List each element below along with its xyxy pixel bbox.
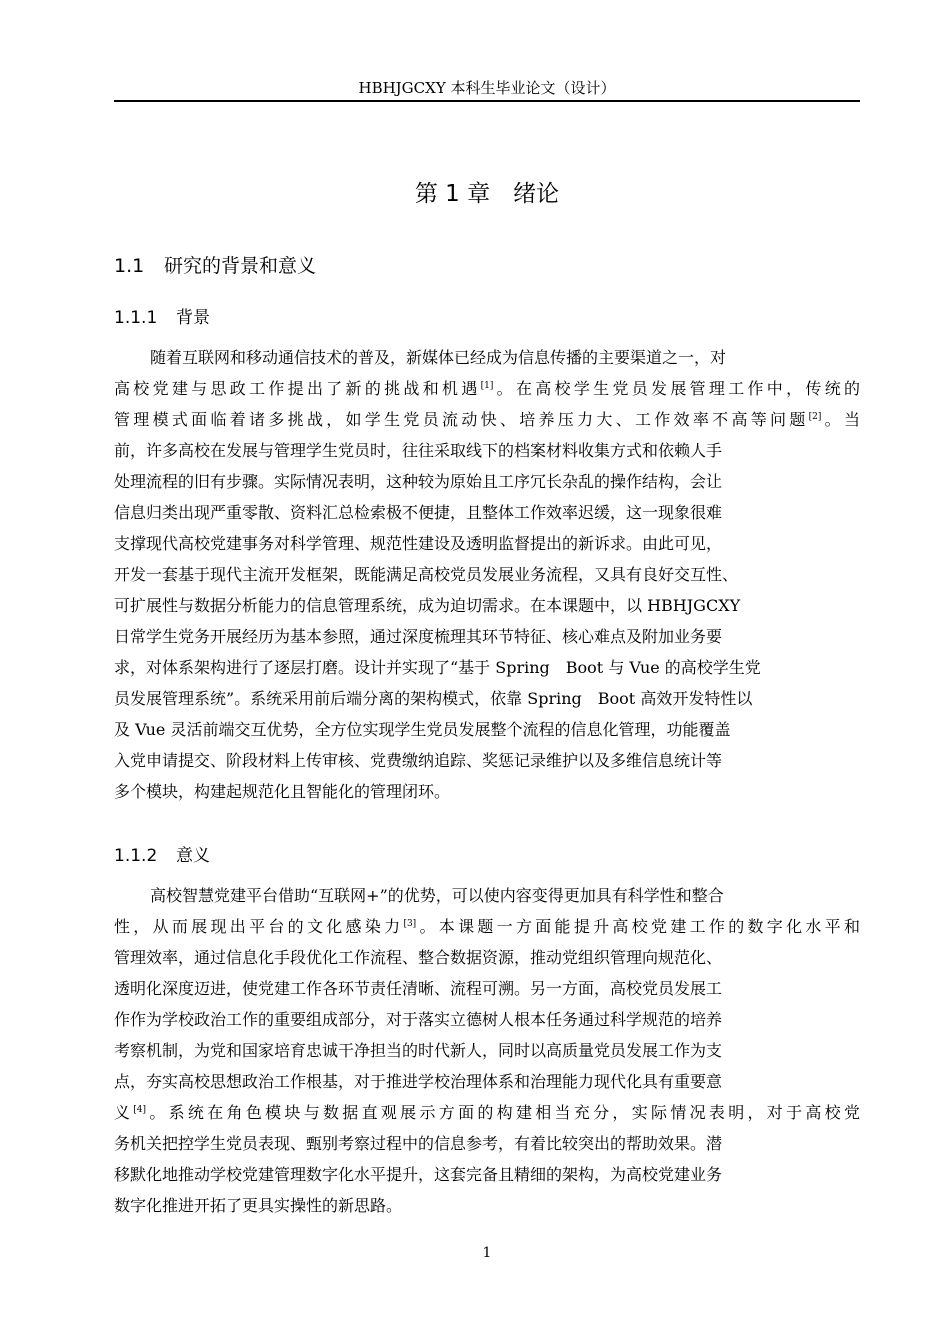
section-heading — [114, 252, 316, 280]
page-number: 1 — [482, 1245, 492, 1261]
text-line: 透明化深度迈进，使党建工作各环节责任清晰、流程可溯。另一方面，高校党员发展工 — [114, 979, 723, 998]
text-line: 务机关把控学生党员表现、甄别考察过程中的信息参考，有着比较突出的帮助效果。潜 — [114, 1134, 723, 1153]
text-line: 员发展管理系统”。系统采用前后端分离的架构模式，依靠 Spring Boot 高效开发特性以 — [114, 689, 753, 708]
text-line: 多个模块，构建起规范化且智能化的管理闭环。 — [114, 782, 451, 801]
text-run: 性，从而展现出平台的文化感染力 — [114, 917, 404, 936]
text-line: 管理效率，通过信息化手段优化工作流程、整合数据资源，推动党组织管理向规范化、 — [114, 948, 723, 967]
text-line: 作作为学校政治工作的重要组成部分，对于落实立德树人根本任务通过科学规范的培养 — [114, 1010, 723, 1029]
subsection-number: 1.1.1 — [114, 308, 158, 328]
text-line: 开发一套基于现代主流开发框架，既能满足高校党员发展业务流程，又具有良好交互性、 — [114, 565, 739, 584]
text-line: 处理流程的旧有步骤。实际情况表明，这种较为原始且工序冗长杂乱的操作结构，会让 — [114, 472, 723, 491]
text-line: 及 Vue 灵活前端交互优势，全方位实现学生党员发展整个流程的信息化管理，功能覆盖 — [114, 720, 731, 739]
text-line: 日常学生党务开展经历为基本参照，通过深度梳理其环节特征、核心难点及附加业务要 — [114, 627, 723, 646]
text-line: 前，许多高校在发展与管理学生党员时，往往采取线下的档案材料收集方式和依赖人手 — [114, 441, 723, 460]
subsection-title: 背景 — [176, 308, 210, 328]
text-line — [114, 911, 860, 942]
text-line: 求，对体系架构进行了逐层打磨。设计并实现了“基于 Spring Boot 与 Vue 的高校学生党 — [114, 658, 761, 677]
text-line: 移默化地推动学校党建管理数字化水平提升，这套完备且精细的架构，为高校党建业务 — [114, 1165, 723, 1184]
text-line: 高校智慧党建平台借助“互联网+”的优势，可以使内容变得更加具有科学性和整合 — [150, 886, 724, 905]
text-run: 。在高校学生党员发展管理工作中，传统的 — [493, 379, 860, 398]
text-line: 考察机制，为党和国家培育忠诚干净担当的时代新人，同时以高质量党员发展工作为支 — [114, 1041, 723, 1060]
text-line: 点，夯实高校思想政治工作根基，对于推进学校治理体系和治理能力现代化具有重要意 — [114, 1072, 723, 1091]
subsection-title: 意义 — [176, 846, 210, 866]
citation-ref: [4] — [133, 1105, 147, 1115]
text-line: 入党申请提交、阶段材料上传审核、党费缴纳追踪、奖惩记录维护以及多维信息统计等 — [114, 751, 723, 770]
text-run: 。系统在角色模块与数据直观展示方面的构建相当充分，实际情况表明，对于高校党 — [146, 1103, 860, 1122]
text-line — [114, 404, 860, 435]
running-header: HBHJGCXY 本科生毕业论文（设计） — [358, 79, 616, 97]
subsection-number: 1.1.2 — [114, 846, 158, 866]
text-line — [114, 1097, 860, 1128]
citation-ref: [1] — [480, 381, 494, 391]
text-run: 。当 — [821, 410, 860, 429]
text-line: 随着互联网和移动通信技术的普及，新媒体已经成为信息传播的主要渠道之一，对 — [150, 348, 727, 367]
header-rule — [114, 100, 860, 102]
background-paragraph — [114, 342, 860, 807]
subsection-heading-significance — [114, 843, 210, 869]
chapter-title: 第 1 章 绪论 — [414, 181, 560, 207]
text-line: 信息归类出现严重零散、资料汇总检索极不便捷，且整体工作效率迟缓，这一现象很难 — [114, 503, 723, 522]
text-run: 义 — [114, 1103, 134, 1122]
text-line: 可扩展性与数据分析能力的信息管理系统，成为迫切需求。在本课题中，以 HBHJGCXY — [114, 596, 741, 615]
text-line: 数字化推进开拓了更具实操性的新思路。 — [114, 1196, 403, 1215]
text-line: 支撑现代高校党建事务对科学管理、规范性建设及透明监督提出的新诉求。由此可见， — [114, 534, 723, 553]
text-run: 高校党建与思政工作提出了新的挑战和机遇 — [114, 379, 481, 398]
text-run: 。本课题一方面能提升高校党建工作的数字化水平和 — [416, 917, 860, 936]
text-line — [114, 373, 860, 404]
section-title: 研究的背景和意义 — [164, 255, 317, 277]
text-run: 管理模式面临着诸多挑战，如学生党员流动快、培养压力大、工作效率不高等问题 — [114, 410, 809, 429]
significance-paragraph — [114, 880, 860, 1221]
citation-ref: [3] — [403, 919, 417, 929]
section-number: 1.1 — [114, 255, 145, 277]
citation-ref: [2] — [808, 412, 822, 422]
subsection-heading-background — [114, 305, 210, 331]
